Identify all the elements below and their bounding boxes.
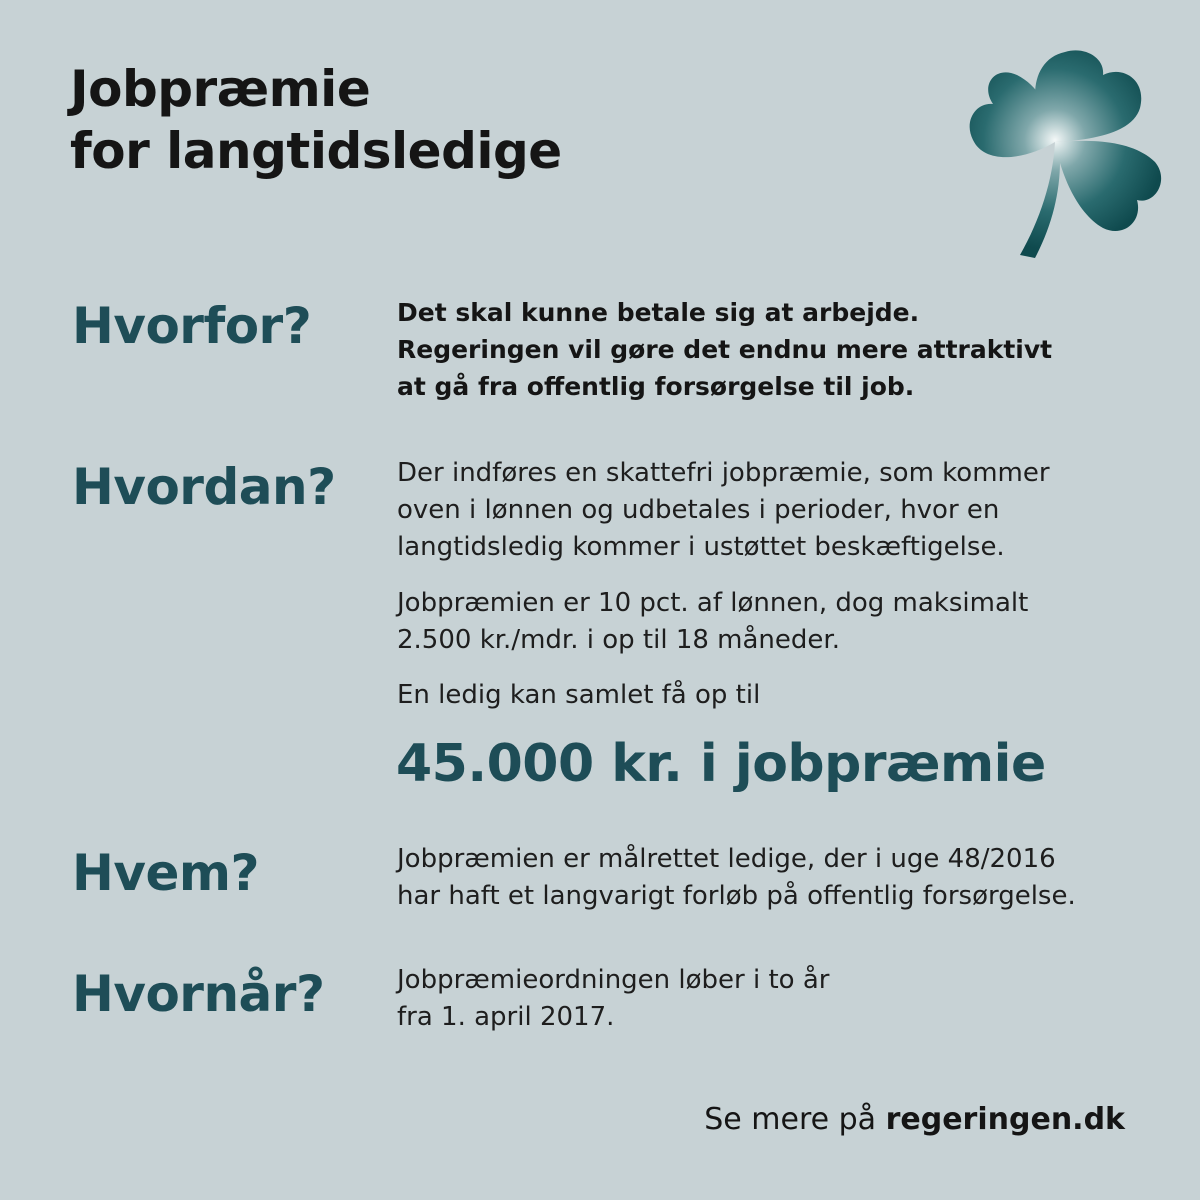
answer-line: Jobpræmien er målrettet ledige, der i uge 48/2016 — [397, 844, 1056, 874]
answer-line: Der indføres en skattefri jobpræmie, som kommer — [397, 458, 1050, 488]
question-hvem: Hvem? — [72, 844, 259, 902]
answer-line: Jobpræmien er 10 pct. af lønnen, dog maksimalt — [397, 588, 1029, 618]
title-line-1: Jobpræmie — [70, 60, 371, 118]
answer-hvordan-para2 — [397, 585, 1167, 659]
answer-line: har haft et langvarigt forløb på offentlig forsørgelse. — [397, 881, 1076, 911]
page-title — [70, 58, 562, 182]
title-line-2: for langtidsledige — [70, 122, 562, 180]
answer-hvordan-para1 — [397, 455, 1167, 566]
answer-line: fra 1. april 2017. — [397, 1002, 615, 1032]
footer-link[interactable]: regeringen.dk — [885, 1102, 1125, 1137]
answer-line: Jobpræmieordningen løber i to år — [397, 965, 830, 995]
answer-line: langtidsledig kommer i ustøttet beskæftigelse. — [397, 532, 1005, 562]
answer-hvornaar — [397, 962, 1167, 1036]
answer-line: 2.500 kr./mdr. i op til 18 måneder. — [397, 625, 840, 655]
question-hvorfor: Hvorfor? — [72, 297, 312, 355]
answer-hvordan-para3: En ledig kan samlet få op til — [397, 680, 761, 710]
highlight-amount: 45.000 kr. i jobpræmie — [396, 734, 1046, 794]
answer-line: oven i lønnen og udbetales i perioder, hvor en — [397, 495, 1000, 525]
answer-line: Det skal kunne betale sig at arbejde. — [397, 298, 920, 327]
answer-hvorfor — [397, 294, 1167, 405]
question-hvordan: Hvordan? — [72, 458, 336, 516]
question-hvornaar: Hvornår? — [72, 965, 325, 1023]
footer — [704, 1100, 1125, 1140]
answer-line: Regeringen vil gøre det endnu mere attraktivt — [397, 335, 1053, 364]
answer-line: at gå fra offentlig forsørgelse til job. — [397, 372, 915, 401]
clover-icon — [955, 40, 1170, 260]
answer-hvem — [397, 841, 1167, 915]
footer-prefix: Se mere på — [704, 1102, 886, 1137]
